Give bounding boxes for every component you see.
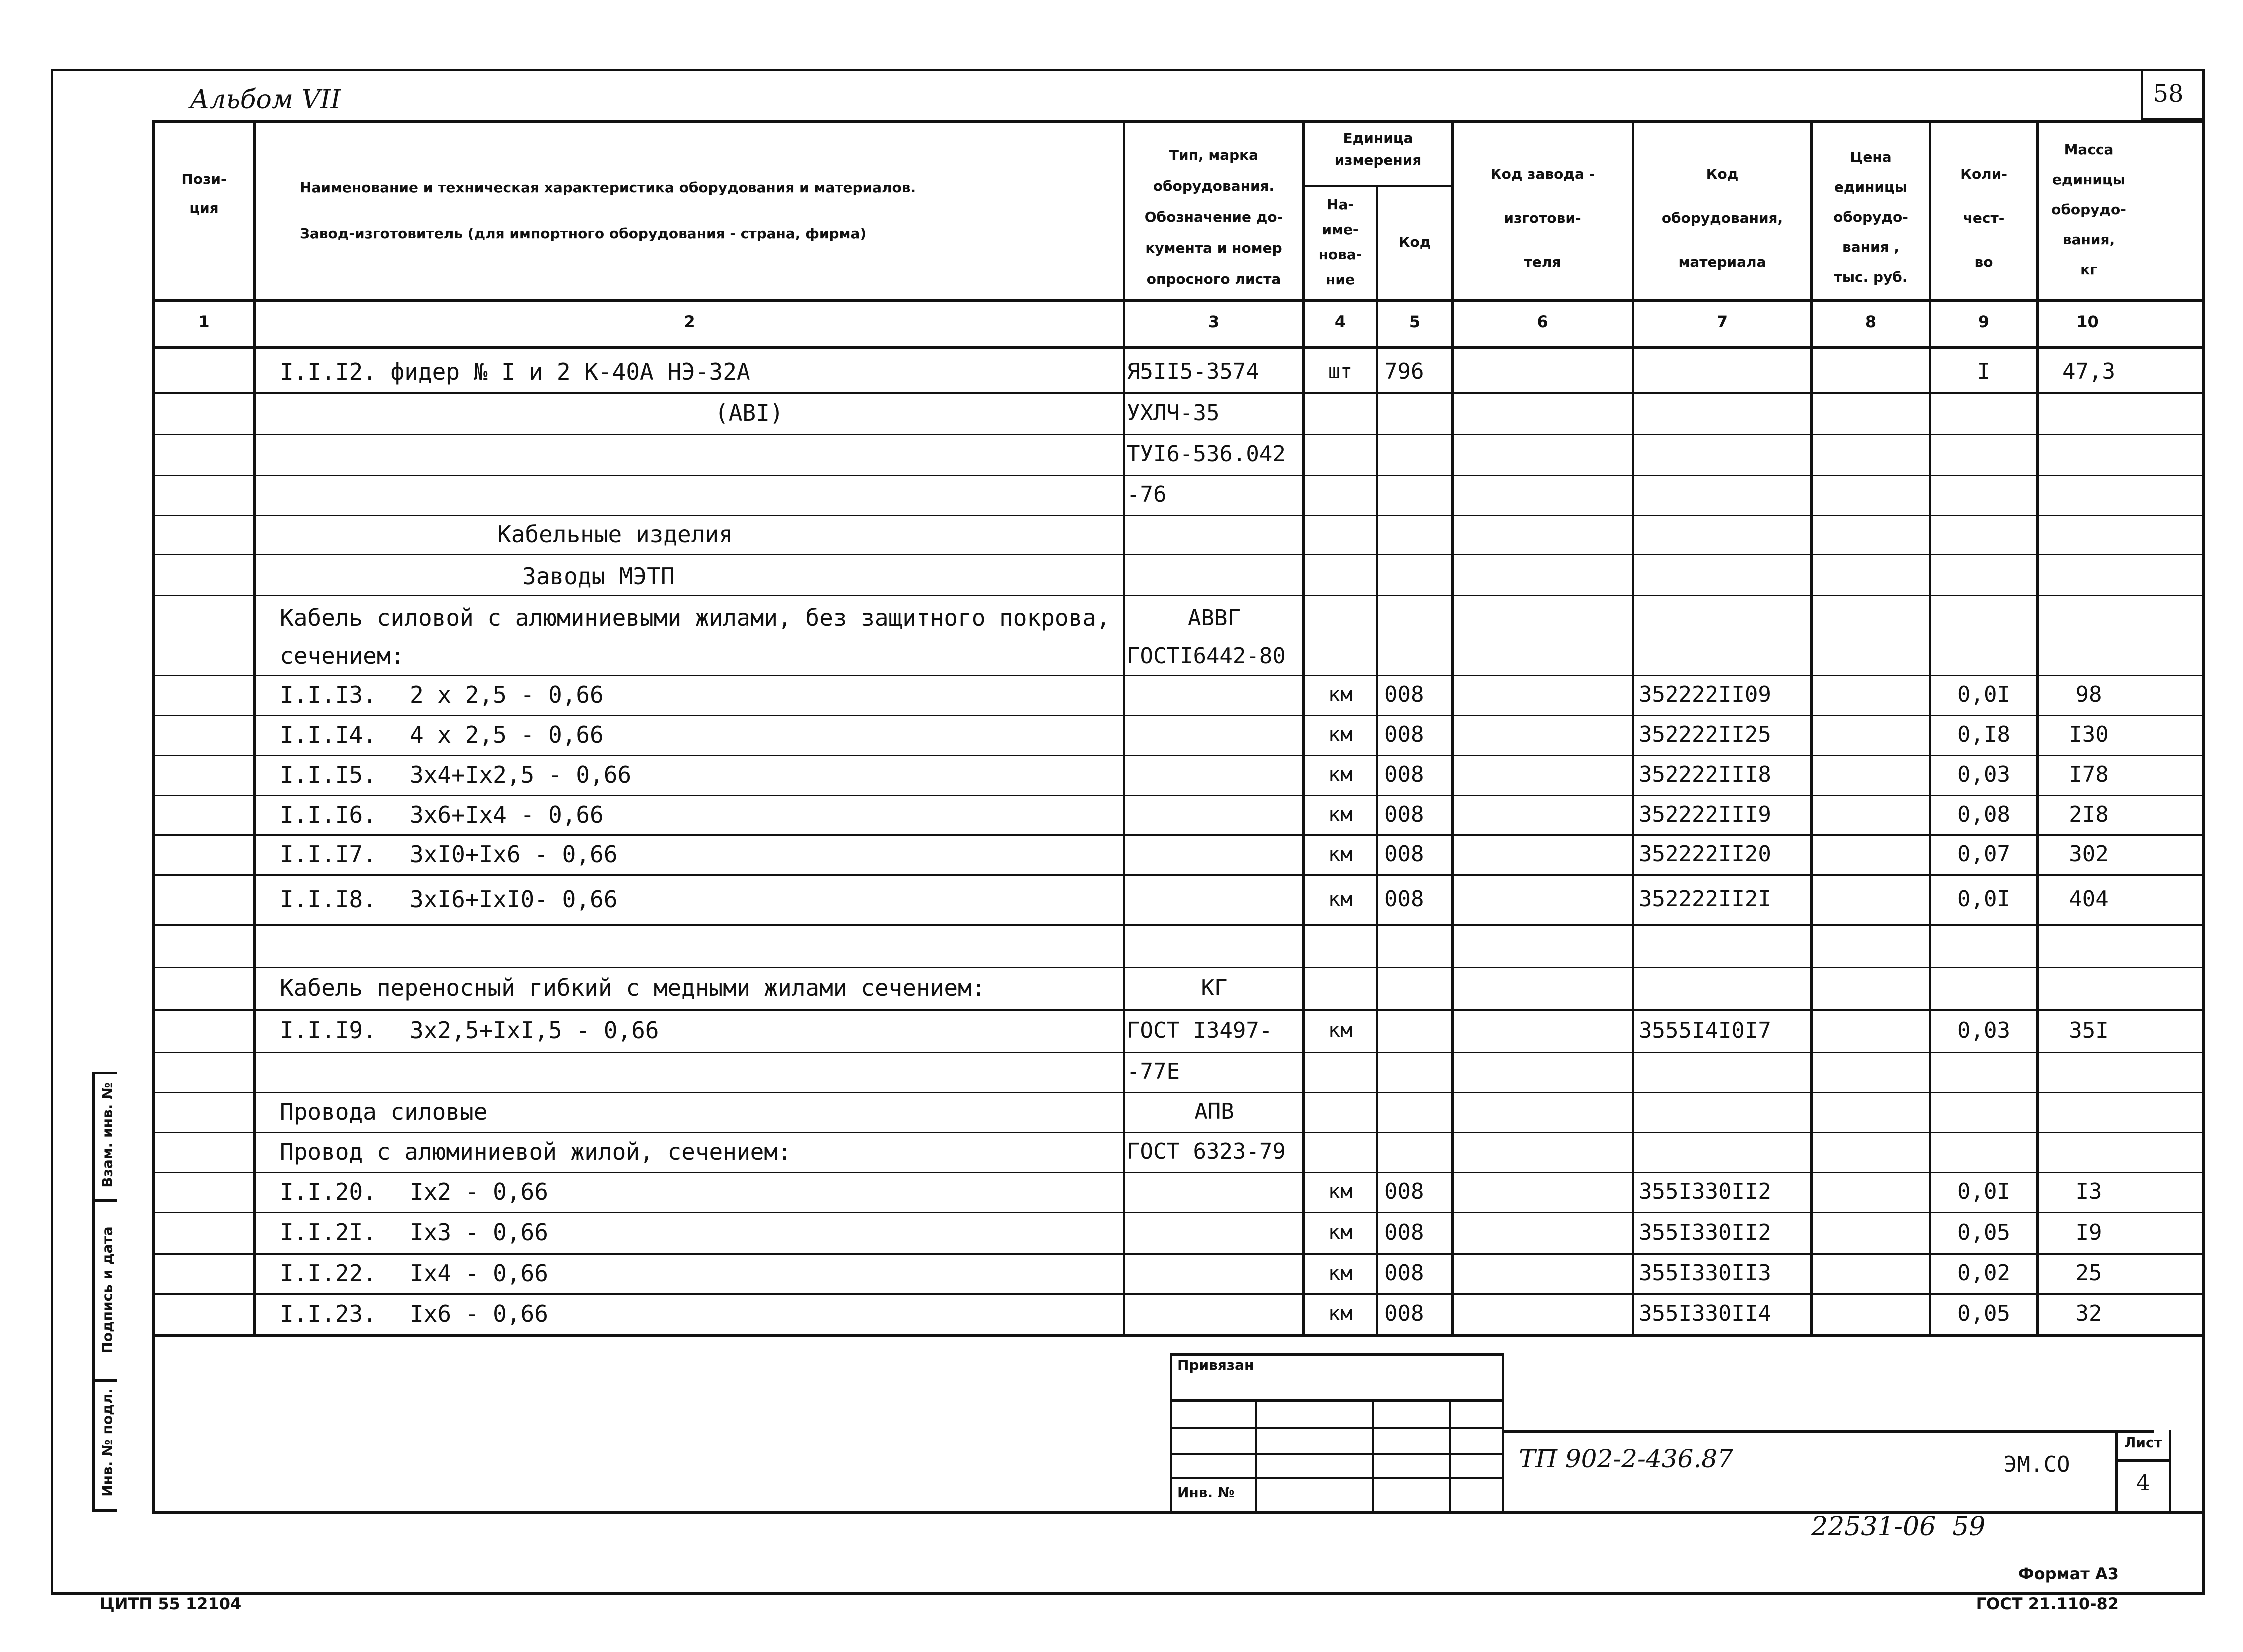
stamp-privyazan-label: Привязан — [1177, 1357, 1254, 1373]
cell-mass: I3 — [2075, 1179, 2102, 1204]
header-unit-code: Код — [1398, 234, 1431, 250]
cell-eqcode: 352222III8 — [1639, 762, 1771, 787]
cell-eqcode: 352222II25 — [1639, 722, 1771, 747]
cell-eqcode: 352222II2I — [1639, 886, 1771, 912]
cell-unit: км — [1328, 1019, 1353, 1042]
cell-mass: 2I8 — [2069, 802, 2109, 827]
table-row — [0, 1009, 2243, 1052]
cell-pos: I.I.I5. — [280, 761, 377, 788]
cell-name: Провод с алюминиевой жилой, сечением: — [280, 1138, 792, 1165]
cell-unit: км — [1328, 1221, 1353, 1244]
table-row — [0, 1052, 2243, 1092]
col-number-1: 1 — [198, 312, 210, 331]
cell-spec: 3хI0+Iх6 - 0,66 — [410, 841, 618, 868]
cell-eqcode: 355I330II2 — [1639, 1179, 1771, 1204]
table-row — [0, 924, 2243, 967]
cell-type: КГ — [1201, 975, 1228, 1001]
cell-mass: 404 — [2069, 886, 2109, 912]
table-row — [0, 351, 2243, 392]
cell-qty: 0,03 — [1957, 1018, 2010, 1043]
cell-unit: км — [1328, 803, 1353, 826]
table-row — [0, 1293, 2243, 1334]
cell-eqcode: 3555I4I0I7 — [1639, 1018, 1771, 1043]
table-row — [0, 392, 2243, 434]
col-number-5: 5 — [1409, 312, 1421, 331]
table-row — [0, 515, 2243, 554]
cell-spec: 3х2,5+IхI,5 - 0,66 — [410, 1017, 659, 1044]
table-row — [0, 874, 2243, 924]
stamp-sheet-number: 4 — [2136, 1470, 2150, 1496]
cell-unit: км — [1328, 843, 1353, 866]
header-unit-name: На- име- нова- ние — [1318, 196, 1362, 288]
header-type: Тип, марка оборудования. Обозначение до- кумента и номер опросного листа — [1144, 147, 1283, 287]
footer-gost: ГОСТ 21.110-82 — [1976, 1594, 2119, 1613]
cell-mass: 32 — [2075, 1301, 2102, 1326]
table-row — [0, 1212, 2243, 1253]
table-row — [0, 967, 2243, 1009]
header-factory-code: Код завода - изготови- теля — [1490, 166, 1595, 270]
table-row — [0, 554, 2243, 599]
cell-type: АПВ — [1194, 1099, 1234, 1124]
cell-qty: 0,0I — [1957, 886, 2010, 912]
cell-code: 008 — [1384, 722, 1424, 747]
cell-code: 008 — [1384, 1301, 1424, 1326]
cell-spec: 3х4+Iх2,5 - 0,66 — [410, 761, 632, 788]
cell-code: 008 — [1384, 762, 1424, 787]
handwritten-archive-number: 22531-06 59 — [1811, 1512, 1986, 1542]
cell-pos: I.I.I6. — [280, 801, 377, 828]
album-label: Альбом VII — [190, 85, 341, 115]
cell-type: -76 — [1127, 482, 1167, 507]
cell-qty: 0,07 — [1957, 841, 2010, 867]
table-row — [0, 755, 2243, 795]
cell-eqcode: 355I330II4 — [1639, 1301, 1771, 1326]
cell-code: 008 — [1384, 841, 1424, 867]
cell-spec: Iх3 - 0,66 — [410, 1219, 548, 1246]
cell-eqcode: 355I330II2 — [1639, 1220, 1771, 1245]
header-position: Пози- ция — [181, 171, 227, 216]
cell-qty: 0,0I — [1957, 1179, 2010, 1204]
table-row — [0, 1092, 2243, 1132]
cell-mass: 25 — [2075, 1260, 2102, 1286]
cell-mass: I30 — [2069, 722, 2109, 747]
cell-name: Кабель силовой с алюминиевыми жилами, без защитного покрова, — [280, 604, 1110, 631]
cell-type: АВВГ — [1188, 605, 1241, 631]
cell-mass: 35I — [2069, 1018, 2109, 1043]
footer-format: Формат А3 — [2018, 1564, 2119, 1583]
cell-code: 008 — [1384, 1260, 1424, 1286]
footer-left-code: ЦИТП 55 12104 — [100, 1594, 242, 1613]
cell-code: 796 — [1384, 359, 1424, 384]
header-price: Цена единицы оборудо- вания , тыс. руб. — [1833, 149, 1908, 285]
cell-name: сечением: — [280, 642, 405, 669]
cell-unit: км — [1328, 683, 1353, 706]
cell-qty: I — [1977, 359, 1991, 384]
table-row — [0, 795, 2243, 834]
cell-eqcode: 352222III9 — [1639, 802, 1771, 827]
col-number-9: 9 — [1978, 312, 1990, 331]
cell-code: 008 — [1384, 802, 1424, 827]
cell-spec: Iх6 - 0,66 — [410, 1300, 548, 1327]
cell-type: УХЛЧ-35 — [1127, 400, 1220, 426]
table-row — [0, 715, 2243, 755]
cell-code: 008 — [1384, 1220, 1424, 1245]
cell-name: Заводы МЭТП — [522, 563, 675, 590]
cell-unit: км — [1328, 763, 1353, 786]
side-stamp-replaced-inv: Взам. инв. № — [99, 1082, 116, 1188]
cell-spec: 3х6+Iх4 - 0,66 — [410, 801, 604, 828]
cell-eqcode: 352222II20 — [1639, 841, 1771, 867]
cell-qty: 0,I8 — [1957, 722, 2010, 747]
header-mass: Масса единицы оборудо- вания, кг — [2051, 141, 2126, 278]
col-number-3: 3 — [1208, 312, 1220, 331]
cell-unit: шт — [1328, 360, 1353, 383]
cell-pos: I.I.20. — [280, 1178, 377, 1205]
cell-type: -77Е — [1127, 1059, 1180, 1084]
cell-name: Кабель переносный гибкий с медными жилами сечением: — [280, 974, 986, 1001]
cell-qty: 0,02 — [1957, 1260, 2010, 1286]
cell-type: ГОСТ 6323-79 — [1127, 1139, 1286, 1164]
cell-unit: км — [1328, 1302, 1353, 1325]
stamp-inv-label: Инв. № — [1177, 1484, 1235, 1501]
cell-qty: 0,05 — [1957, 1220, 2010, 1245]
col-number-10: 10 — [2076, 312, 2099, 331]
cell-qty: 0,05 — [1957, 1301, 2010, 1326]
table-row — [0, 834, 2243, 874]
cell-pos: I.I.I9. — [280, 1017, 377, 1044]
table-row — [0, 637, 2243, 675]
col-number-2: 2 — [684, 312, 695, 331]
side-stamp-signature-date: Подпись и дата — [99, 1226, 116, 1354]
cell-qty: 0,0I — [1957, 682, 2010, 707]
table-row — [0, 675, 2243, 715]
cell-type: ГОСТI6442-80 — [1127, 643, 1286, 669]
table-row — [0, 1132, 2243, 1172]
col-number-8: 8 — [1865, 312, 1877, 331]
stamp-document-code: ТП 902-2-436.87 — [1519, 1444, 1733, 1473]
cell-spec: 4 х 2,5 - 0,66 — [410, 721, 604, 748]
cell-pos: I.I.I7. — [280, 841, 377, 868]
cell-pos: I.I.I4. — [280, 721, 377, 748]
cell-code: 008 — [1384, 682, 1424, 707]
cell-unit: км — [1328, 1180, 1353, 1203]
col-number-6: 6 — [1537, 312, 1548, 331]
cell-mass: I78 — [2069, 762, 2109, 787]
cell-mass: 302 — [2069, 841, 2109, 867]
stamp-sheet-label: Лист — [2124, 1434, 2162, 1451]
cell-mass: 98 — [2075, 682, 2102, 707]
cell-unit: км — [1328, 888, 1353, 911]
cell-mass: I9 — [2075, 1220, 2102, 1245]
cell-spec: Iх2 - 0,66 — [410, 1178, 548, 1205]
cell-name: (ABI) — [715, 399, 784, 426]
cell-code: 008 — [1384, 886, 1424, 912]
cell-name: I.I.I2. фидер № I и 2 К-40А НЭ-32А — [280, 358, 750, 385]
cell-type: ГОСТ I3497- — [1127, 1018, 1273, 1043]
table-row — [0, 599, 2243, 637]
cell-pos: I.I.2I. — [280, 1219, 377, 1246]
cell-qty: 0,03 — [1957, 762, 2010, 787]
col-number-4: 4 — [1334, 312, 1346, 331]
table-row — [0, 434, 2243, 475]
table-row — [0, 1253, 2243, 1293]
cell-code: 008 — [1384, 1179, 1424, 1204]
cell-pos: I.I.I8. — [280, 886, 377, 913]
cell-unit: км — [1328, 1262, 1353, 1285]
cell-spec: 3хI6+IхI0- 0,66 — [410, 886, 618, 913]
cell-eqcode: 355I330II3 — [1639, 1260, 1771, 1286]
cell-spec: Iх4 - 0,66 — [410, 1260, 548, 1287]
cell-spec: 2 х 2,5 - 0,66 — [410, 681, 604, 708]
header-unit: Единица измерения — [1334, 130, 1422, 168]
cell-name: Провода силовые — [280, 1098, 488, 1125]
cell-eqcode: 352222II09 — [1639, 682, 1771, 707]
cell-type: Я5II5-3574 — [1127, 359, 1259, 384]
side-stamp-inv-original: Инв. № подл. — [99, 1388, 116, 1497]
table-row — [0, 1172, 2243, 1212]
header-name: Наименование и техническая характеристика оборудования и материалов. Завод-изготовитель (для импортного оборудования - страна, фирма) — [300, 179, 916, 242]
cell-pos: I.I.22. — [280, 1260, 377, 1287]
cell-unit: км — [1328, 723, 1353, 746]
header-quantity: Коли- чест- во — [1960, 166, 2007, 270]
cell-qty: 0,08 — [1957, 802, 2010, 827]
cell-mass: 47,3 — [2062, 359, 2115, 384]
page-number: 58 — [2153, 80, 2184, 108]
table-row — [0, 475, 2243, 515]
stamp-mark: ЭМ.СО — [2004, 1452, 2070, 1477]
cell-type: ТУI6-536.042 — [1127, 441, 1286, 467]
cell-name: Кабельные изделия — [497, 521, 733, 548]
cell-pos: I.I.I3. — [280, 681, 377, 708]
header-equipment-code: Код оборудования, материала — [1661, 166, 1783, 270]
cell-pos: I.I.23. — [280, 1300, 377, 1327]
col-number-7: 7 — [1716, 312, 1728, 331]
